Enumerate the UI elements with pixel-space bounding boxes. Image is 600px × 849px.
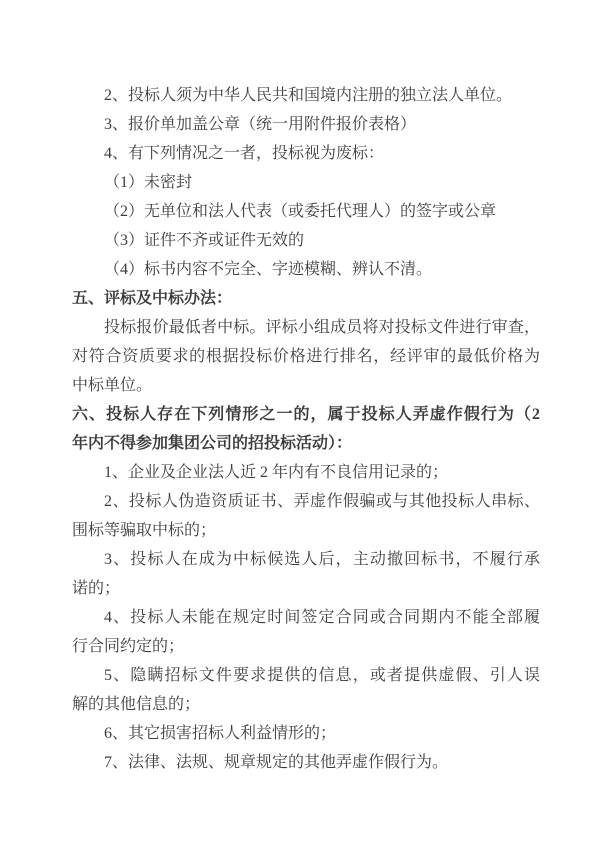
list-item-line: 4、投标人未能在规定时间签定合同或合同期内不能全部履 [104,609,540,626]
list-item-line: 4、有下列情况之一者，投标视为废标： [104,145,385,162]
sub-item-line: （4）标书内容不完全、字迹模糊、辨认不清。 [104,261,433,278]
sub-item-line: （1）未密封 [104,174,193,191]
list-item-continuation-line: 行合同约定的； [72,638,185,655]
paragraph-line: 对符合资质要求的根据投标价格进行排名，经评审的最低价格为 [72,348,540,365]
paragraph-line: 投标报价最低者中标。评标小组成员将对投标文件进行审查， [104,319,540,336]
list-item-line: 1、企业及企业法人近 2 年内有不良信用记录的； [104,464,449,481]
list-item-continuation-line: 诺的； [72,580,121,597]
sub-item-line: （2）无单位和法人代表（或委托代理人）的签字或公章 [104,203,497,220]
list-item-line: 6、其它损害招标人利益情形的； [104,725,337,742]
list-item-line: 3、报价单加盖公章（统一用附件报价表格） [104,116,417,133]
list-item-continuation-line: 解的其他信息的； [72,696,201,713]
list-item-line: 2、投标人伪造资质证书、弄虚作假骗或与其他投标人串标、 [104,493,540,510]
paragraph-line: 中标单位。 [72,377,153,394]
section-heading-line: 六、投标人存在下列情形之一的，属于投标人弄虚作假行为（2 [72,406,540,423]
list-item-line: 2、投标人须为中华人民共和国境内注册的独立法人单位。 [104,87,513,104]
section-heading-line: 年内不得参加集团公司的招投标活动）： [72,435,353,452]
list-item-line: 7、法律、法规、规章规定的其他弄虚作假行为。 [104,754,449,771]
list-item-continuation-line: 围标等骗取中标的； [72,522,217,539]
list-item-line: 5、隐瞒招标文件要求提供的信息，或者提供虚假、引人误 [104,667,540,684]
list-item-line: 3、投标人在成为中标候选人后，主动撤回标书，不履行承 [104,551,540,568]
sub-item-line: （3）证件不齐或证件无效的 [104,232,305,249]
section-heading: 五、评标及中标办法： [72,290,233,307]
